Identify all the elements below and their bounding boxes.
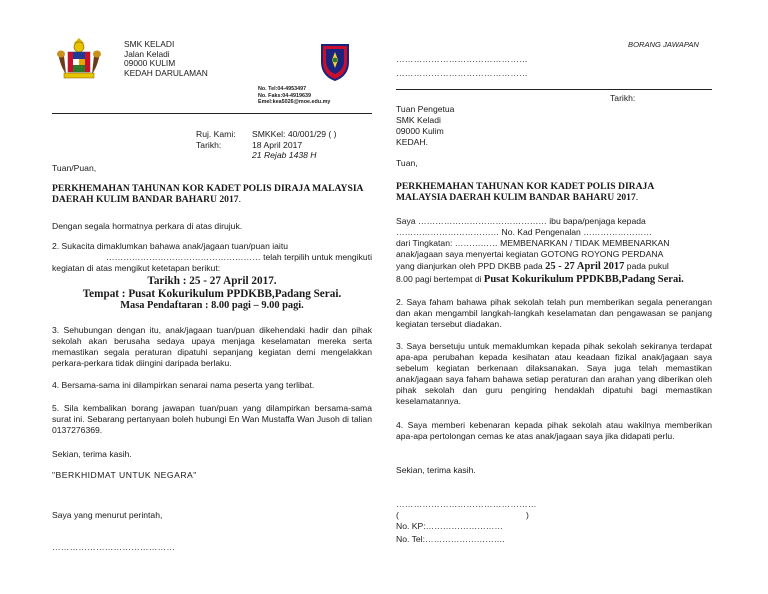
fax-number: No. Faks:04-4919639 — [258, 92, 312, 99]
form-p1-line1: Saya ……………………………………… ibu bapa/penjaga kepada — [396, 216, 646, 226]
form-event-date: 25 - 27 April 2017 — [545, 261, 625, 272]
form-title-line2: MALAYSIA DAERAH KULIM BANDAR BAHARU 2017 — [396, 192, 636, 203]
form-title: BORANG JAWAPAN — [628, 40, 699, 49]
school-name: SMK KELADI — [124, 39, 175, 49]
sender-address-blanks — [396, 52, 528, 80]
form-divider — [396, 89, 712, 90]
school-street: Jalan Keladi — [124, 48, 170, 59]
parent-signature-line: ………………………………………… — [396, 499, 537, 509]
form-title-heading — [396, 181, 716, 203]
school-address — [124, 40, 208, 78]
sender-address-line1: ……………………………………… — [396, 54, 528, 64]
closing: Sekian, terima kasih. — [52, 449, 132, 459]
coat-of-arms-logo — [52, 36, 106, 82]
form-p1-line3: dari Tingkatan: …………… MEMBENARKAN / TIDAK MEMBENARKAN — [396, 238, 670, 248]
paragraph-5: 5. Sila kembalikan borang jawapan tuan/puan yang dilampirkan bersama-sama surat ini. Sebarang pertanyaan boleh hubungi En Wan Mustaffa Wan Jusoh di talian 0137276369. — [52, 403, 372, 435]
letter-title — [52, 183, 382, 205]
form-p1-line5c: pada pukul — [626, 261, 669, 271]
date-label: Tarikh: — [196, 139, 222, 150]
phone-number: No. Tel:04-4953497 — [258, 86, 307, 92]
salutation: Tuan/Puan, — [52, 163, 97, 173]
event-details — [52, 275, 372, 313]
phone-number-field: No. Tel:………………………. — [396, 534, 505, 544]
form-p1-line2: ……………………………… No. Kad Pengenalan …………………… — [396, 227, 652, 237]
form-salutation: Tuan, — [396, 158, 418, 168]
form-title-end: . — [635, 192, 639, 203]
event-place: Tempat : Pusat Kokurikulum PPDKBB,Padang Serai. — [82, 287, 342, 300]
paragraph-2-line1: 2. Sukacita dimaklumkan bahawa anak/jagaan tuan/puan iaitu — [52, 241, 289, 251]
paragraph-4: 4. Bersama-sama ini dilampirkan senarai nama peserta yang terlibat. — [52, 380, 315, 390]
letter-date: 18 April 2017 — [252, 139, 303, 150]
event-date: Tarikh : 25 - 27 April 2017. — [147, 275, 277, 287]
recipient-line1: Tuan Pengetua — [396, 104, 455, 114]
form-date-label: Tarikh: — [610, 93, 636, 103]
letter-title-line2: DAERAH KULIM BANDAR BAHARU 2017 — [52, 194, 239, 205]
letter-title-line1: PERKHEMAHAN TAHUNAN KOR KADET POLIS DIRAJA MALAYSIA — [52, 183, 364, 194]
recipient-address — [396, 104, 454, 148]
paragraph-2 — [52, 241, 372, 274]
event-registration-time: Masa Pendaftaran : 8.00 pagi – 9.00 pagi. — [120, 300, 304, 311]
form-title-line1: PERKHEMAHAN TAHUNAN KOR KADET POLIS DIRAJA — [396, 181, 655, 192]
form-paragraph-3: 3. Saya bersetuju untuk memaklumkan kepada pihak sekolah sekiranya terdapat apa-apa perubahan kepada kesihatan atau keadaan fizikal anak/jagaan saya sebelum kegiatan berkenaan dilaksanakan. Saya juga telah memastikan anak/jagaan saya faham bahawa setiap peraturan dan arahan yang diberikan oleh pihak sekolah dan guru pengiring hendaklah dipatuhi bagi memastikan keselamatannya. — [396, 341, 712, 406]
school-logo — [320, 42, 350, 82]
form-event-place: Pusat Kokurikulum PPDKBB,Padang Serai. — [483, 274, 684, 285]
name-paren-open: ( — [396, 510, 399, 520]
email-address: Emel:kea5026@moe.edu.my — [258, 99, 331, 106]
letterhead-divider — [52, 113, 372, 114]
ref-label: Ruj. Kami: — [196, 129, 236, 139]
form-p1-line6a: 8.00 pagi bertempat di — [396, 274, 482, 284]
ref-values — [252, 129, 337, 161]
signoff: Saya yang menurut perintah, — [52, 510, 163, 520]
school-postcode: 09000 KULIM — [124, 58, 176, 69]
form-paragraph-1 — [396, 216, 714, 286]
recipient-line4: KEDAH. — [396, 137, 428, 147]
name-paren-close: ) — [526, 510, 529, 520]
paragraph-2-line2: ……………………………………………… telah terpilih untuk mengikuti — [106, 252, 372, 262]
paragraph-1: Dengan segala hormatnya perkara di atas dirujuk. — [52, 221, 243, 231]
contact-info — [258, 86, 330, 106]
signature-line: …………………………………… — [52, 542, 176, 552]
form-closing: Sekian, terima kasih. — [396, 465, 476, 475]
school-state: KEDAH DARULAMAN — [124, 67, 208, 78]
hijri-date: 21 Rejab 1438 H — [252, 150, 317, 160]
form-paragraph-2: 2. Saya faham bahawa pihak sekolah telah pun memberikan segala penerangan dan akan mengambil langkah-langkah keselamatan dan pengawasan se panjang kegiatan tersebut diadakan. — [396, 297, 712, 329]
ref-number: SMKKel: 40/001/29 ( ) — [252, 129, 337, 139]
recipient-line3: 09000 Kulim — [396, 126, 444, 136]
form-p1-line5a: yang dianjurkan oleh PPD DKBB pada — [396, 261, 543, 271]
ref-labels — [196, 129, 236, 150]
form-p1-line4: anak/jagaan saya menyertai kegiatan GOTONG ROYONG PERDANA — [396, 249, 664, 259]
recipient-line2: SMK Keladi — [396, 115, 441, 125]
paragraph-2-line3: kegiatan di atas mengikut ketetapan berikut: — [52, 263, 221, 273]
form-paragraph-4: 4. Saya memberi kebenaran kepada pihak sekolah atau wakilnya memberikan apa-apa pertolongan cemas ke atas anak/jagaan saya jika didapati perlu. — [396, 420, 712, 441]
ic-number-field: No. KP:……………………… — [396, 521, 503, 531]
motto: "BERKHIDMAT UNTUK NEGARA" — [52, 470, 197, 480]
paragraph-3: 3. Sehubungan dengan itu, anak/jagaan tuan/puan dikehendaki hadir dan pihak sekolah akan berusaha sedaya upaya menjaga keselamatan mereka serta memastikan segala peraturan dipatuhi sepanjang kegiatan demi mengelakkan perkara-perkara tidak diingini daripada berlaku. — [52, 325, 372, 368]
letter-title-end: . — [238, 194, 241, 205]
sender-address-line2: ……………………………………… — [396, 68, 528, 78]
